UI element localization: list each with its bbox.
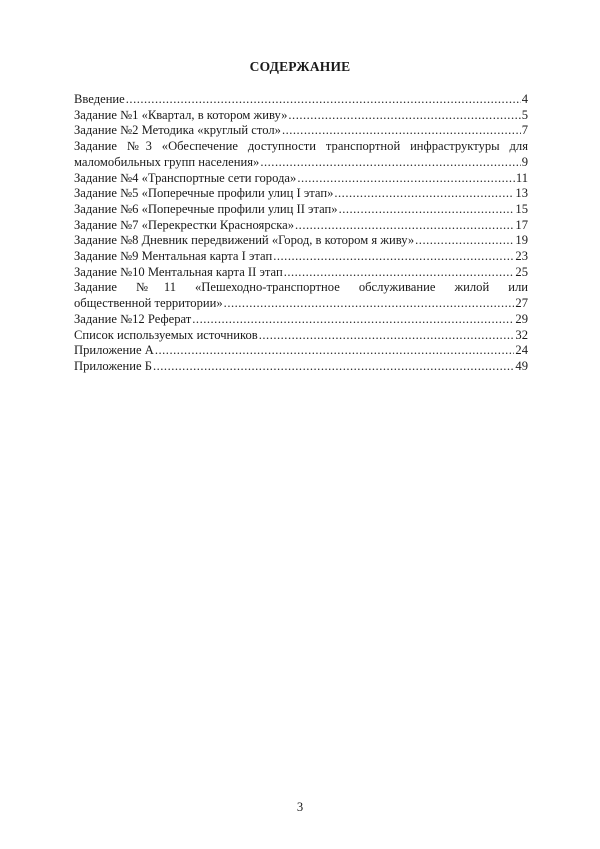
toc-entry-page: 19: [515, 233, 528, 248]
leader-dots: [260, 155, 520, 171]
toc-entry-page: 27: [515, 296, 528, 311]
toc-entry-task-12: [74, 312, 528, 328]
toc-entry-label: Задание №7 «Перекрестки Красноярска»: [74, 217, 295, 232]
toc-entry-task-3: [74, 155, 528, 171]
toc-entry-page: 5: [521, 107, 528, 122]
toc-entry-task-11: [74, 296, 528, 312]
toc-entry-sources: [74, 328, 528, 344]
toc-entry-task-11-line1: Задание №11 «Пешеходно-транспортное обслуживание жилой или: [74, 280, 528, 295]
leader-dots: [288, 108, 520, 124]
leader-dots: [192, 312, 514, 328]
toc-entry-page: 9: [521, 154, 528, 169]
toc-entry-task-4: [74, 171, 528, 187]
toc-entry-task-8: [74, 233, 528, 249]
toc-entry-page: 32: [515, 327, 528, 342]
leader-dots: [153, 359, 514, 375]
leader-dots: [126, 92, 521, 108]
leader-dots: [339, 202, 515, 218]
toc-entry-label: Приложение А: [74, 343, 154, 358]
toc-entry-task-3-line1: Задание №3 «Обеспечение доступности транспортной инфраструктуры для: [74, 139, 528, 154]
toc-entry-label: Задание №4 «Транспортные сети города»: [74, 170, 297, 185]
toc-entry-label: маломобильных групп населения»: [74, 154, 260, 169]
toc-entry-page: 15: [515, 201, 528, 216]
toc-entry-page: 25: [515, 264, 528, 279]
page-title: СОДЕРЖАНИЕ: [249, 59, 351, 74]
leader-dots: [273, 249, 514, 265]
toc-entry-page: 49: [515, 358, 528, 373]
toc-entry-label: Задание №6 «Поперечные профили улиц II этап»: [74, 201, 338, 216]
leader-dots: [224, 296, 515, 312]
toc-entry-appendix-a: [74, 343, 528, 359]
toc-entry-task-6: [74, 202, 528, 218]
toc-entry-label: Задание №9 Ментальная карта I этап: [74, 249, 273, 264]
toc-entry-task-10: [74, 265, 528, 281]
toc-entry-introduction: [74, 92, 528, 108]
toc-entry-task-7: [74, 218, 528, 234]
leader-dots: [282, 123, 521, 139]
toc-entry-label: Задание №1 «Квартал, в котором живу»: [74, 107, 288, 122]
toc-entry-label: общественной территории»: [74, 296, 223, 311]
toc-entry-page: 23: [515, 249, 528, 264]
toc-entry-page: 7: [521, 123, 528, 138]
leader-dots: [334, 186, 514, 202]
toc-entry-label: Задание №2 Методика «круглый стол»: [74, 123, 281, 138]
toc-entry-label: Приложение Б: [74, 358, 152, 373]
toc-entry-appendix-b: [74, 359, 528, 375]
leader-dots: [259, 328, 515, 344]
toc-entry-label: Список используемых источников: [74, 327, 258, 342]
toc-entry-page: 24: [515, 343, 528, 358]
toc-entry-label: Задание №10 Ментальная карта II этап: [74, 264, 283, 279]
toc-entry-task-2: [74, 123, 528, 139]
toc-entry-task-5: [74, 186, 528, 202]
table-of-contents: [74, 92, 528, 375]
leader-dots: [155, 343, 515, 359]
toc-entry-label: Задание №8 Дневник передвижений «Город, в котором я живу»: [74, 233, 415, 248]
toc-entry-page: 11: [515, 170, 528, 185]
leader-dots: [415, 233, 514, 249]
toc-entry-task-1: [74, 108, 528, 124]
leader-dots: [284, 265, 515, 281]
page-number: 3: [296, 800, 304, 814]
toc-entry-page: 17: [515, 217, 528, 232]
toc-entry-page: 4: [521, 92, 528, 106]
toc-entry-page: 29: [515, 311, 528, 326]
toc-entry-label: Задание №5 «Поперечные профили улиц I этап»: [74, 186, 334, 201]
leader-dots: [295, 218, 514, 234]
toc-entry-label: Задание №12 Реферат: [74, 311, 192, 326]
toc-entry-page: 13: [515, 186, 528, 201]
toc-entry-label: Введение: [74, 92, 125, 106]
toc-entry-task-9: [74, 249, 528, 265]
leader-dots: [297, 171, 515, 187]
